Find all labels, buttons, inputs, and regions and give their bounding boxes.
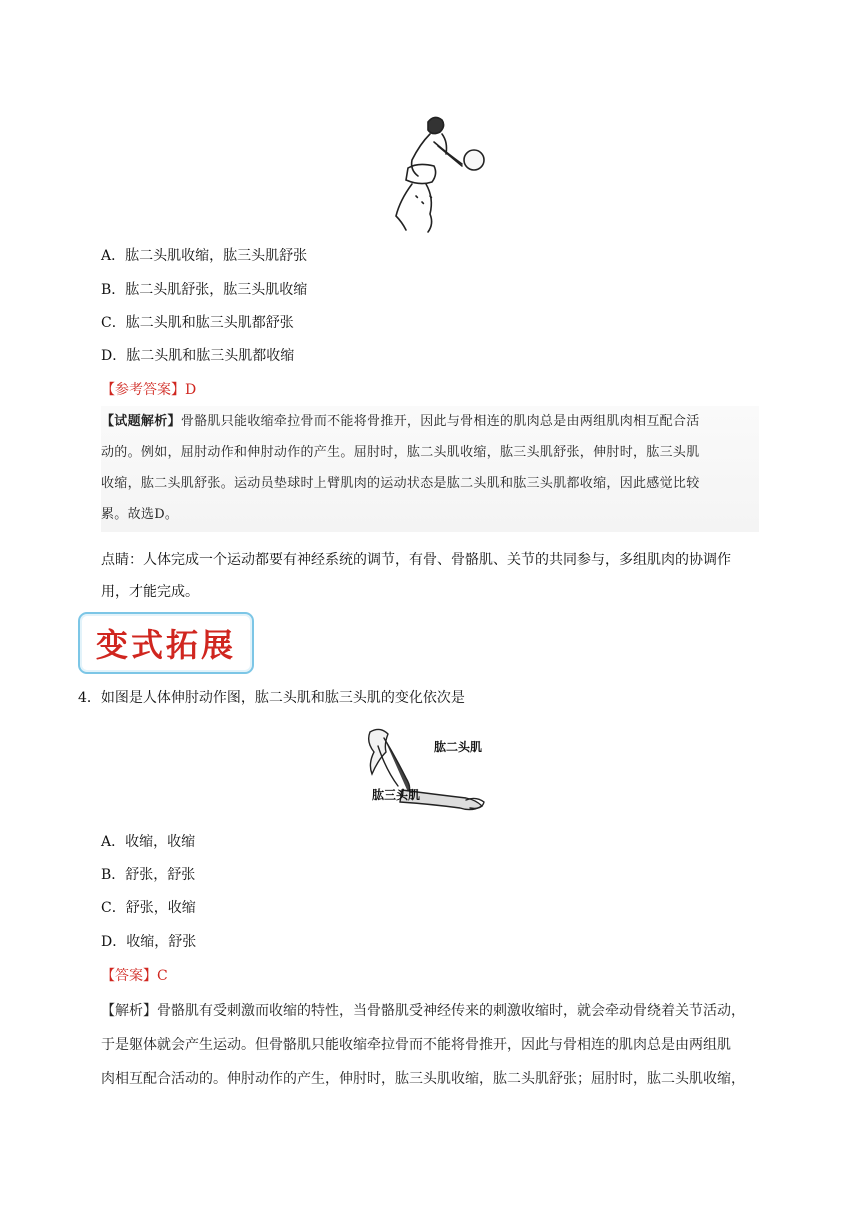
q4-analysis bbox=[101, 994, 796, 1096]
q4-option-b: B．舒张，舒张 bbox=[101, 867, 196, 883]
q3-option-d: D．肱二头肌和肱三头肌都收缩 bbox=[101, 348, 295, 364]
section-badge-text: 变式拓展 bbox=[95, 626, 236, 664]
q4-question: 4．如图是人体伸肘动作图，肱二头肌和肱三头肌的变化依次是 bbox=[78, 690, 465, 706]
q3-analysis-line-3: 收缩，肱二头肌舒张。运动员垫球时上臂肌肉的运动状态是肱二头肌和肱三头肌都收缩，因此感觉比较 bbox=[101, 476, 700, 491]
q3-option-b: B．肱二头肌舒张，肱三头肌收缩 bbox=[101, 282, 308, 298]
q3-note bbox=[101, 544, 761, 608]
q4-answer-label: 【答案】 bbox=[101, 968, 157, 984]
q3-answer-value: D bbox=[185, 382, 197, 398]
q3-note-line-1: 点睛：人体完成一个运动都要有神经系统的调节，有骨、骨骼肌、关节的共同参与，多组肌肉的协调作 bbox=[101, 552, 731, 568]
q3-option-c: C．肱二头肌和肱三头肌都舒张 bbox=[101, 315, 294, 331]
q3-analysis-tag: 【试题解析】 bbox=[101, 414, 181, 429]
volleyball-player-figure bbox=[386, 112, 490, 234]
q3-note-line-2: 用，才能完成。 bbox=[101, 584, 199, 600]
q3-analysis-line-2: 动的。例如，屈肘动作和伸肘动作的产生。屈肘时，肱二头肌收缩，肱三头肌舒张，伸肘时，肱三头肌 bbox=[101, 445, 700, 460]
q4-analysis-line-1: 【解析】骨骼肌有受刺激而收缩的特性，当骨骼肌受神经传来的刺激收缩时，就会牵动骨绕着关节活动， bbox=[101, 1003, 745, 1019]
q4-answer bbox=[101, 966, 168, 986]
q3-option-a: A．肱二头肌收缩，肱三头肌舒张 bbox=[101, 248, 308, 264]
q4-option-a: A．收缩，收缩 bbox=[101, 834, 196, 850]
q4-analysis-line-3: 肉相互配合活动的。伸肘动作的产生，伸肘时，肱三头肌收缩，肱二头肌舒张；屈肘时，肱二头肌收缩， bbox=[101, 1071, 745, 1087]
q4-analysis-line-2: 于是躯体就会产生运动。但骨骼肌只能收缩牵拉骨而不能将骨推开，因此与骨相连的肌肉总是由两组肌 bbox=[101, 1037, 731, 1053]
q4-option-c: C．舒张，收缩 bbox=[101, 900, 196, 916]
q4-answer-value: C bbox=[157, 968, 168, 984]
label-triceps: 肱三头肌 bbox=[372, 788, 421, 802]
q3-analysis-line-1: 【试题解析】骨骼肌只能收缩牵拉骨而不能将骨推开，因此与骨相连的肌肉总是由两组肌肉相互配合活 bbox=[101, 414, 700, 429]
q3-answer-label: 【参考答案】 bbox=[101, 382, 185, 398]
q4-option-d: D．收缩，舒张 bbox=[101, 934, 197, 950]
label-biceps: 肱二头肌 bbox=[434, 740, 483, 754]
q3-answer bbox=[101, 380, 196, 400]
q3-analysis-scan bbox=[101, 406, 759, 532]
q3-analysis-line-4: 累。故选D。 bbox=[101, 507, 179, 522]
arm-extension-figure bbox=[362, 724, 502, 820]
section-badge bbox=[78, 612, 254, 674]
